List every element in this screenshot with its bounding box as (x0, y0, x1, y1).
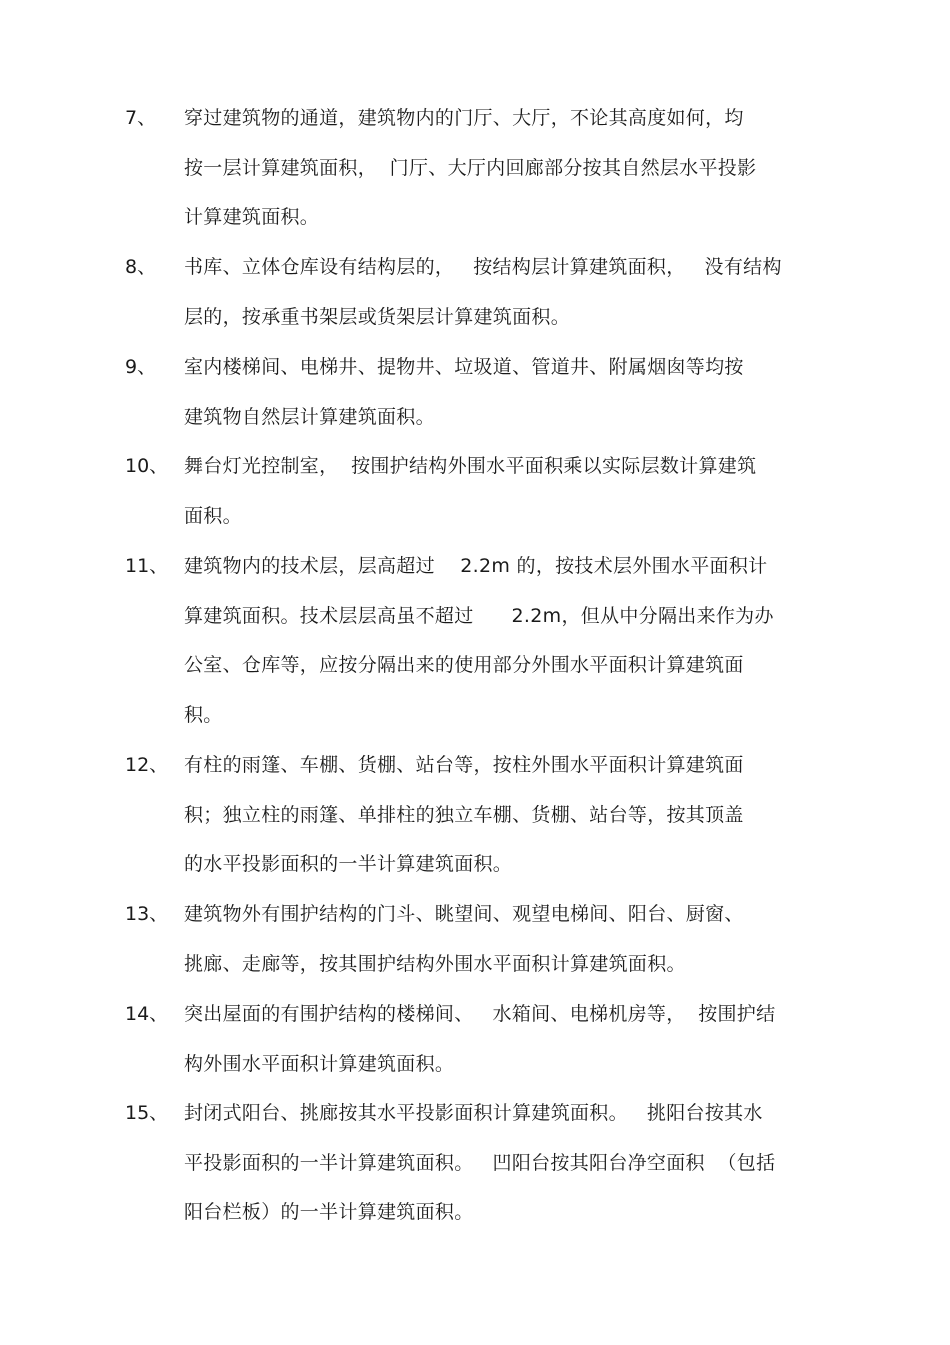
text-line: 穿过建筑物的通道，建筑物内的门厅、大厅，不论其高度如何，均 (184, 107, 744, 129)
text-line: 突出屋面的有围护结构的楼梯间、 水箱间、电梯机房等， 按围护结 (184, 1003, 776, 1025)
text-line: 面积。 (184, 504, 242, 527)
text-line: 按一层计算建筑面积， 门厅、大厅内回廊部分按其自然层水平投影 (184, 156, 757, 179)
item-text (184, 890, 824, 989)
text-line: 室内楼梯间、电梯井、提物井、垃圾道、管道井、附属烟囱等均按 (184, 356, 744, 378)
text-line: 书库、立体仓库设有结构层的， 按结构层计算建筑面积， 没有结构 (184, 256, 782, 278)
item-number: 9、 (125, 356, 157, 378)
item-number: 7、 (125, 107, 157, 129)
item-text (184, 542, 824, 740)
item-text (184, 990, 824, 1089)
text-line: 的水平投影面积的一半计算建筑面积。 (184, 853, 513, 875)
text-line: 挑廊、走廊等，按其围护结构外围水平面积计算建筑面积。 (184, 952, 686, 975)
text-line: 有柱的雨篷、车棚、货棚、站台等，按柱外围水平面积计算建筑面 (184, 754, 744, 776)
item-text (184, 94, 824, 243)
text-line: 舞台灯光控制室， 按围护结构外围水平面积乘以实际层数计算建筑 (184, 455, 757, 477)
item-number: 12、 (125, 754, 169, 776)
item-number: 15、 (125, 1102, 169, 1124)
text-line: 公室、仓库等，应按分隔出来的使用部分外围水平面积计算建筑面 (184, 654, 744, 676)
text-line: 算建筑面积。技术层层高虽不超过 2.2m，但从中分隔出来作为办 (184, 604, 774, 627)
text-line: 平投影面积的一半计算建筑面积。 凹阳台按其阳台净空面积 （包括 (184, 1151, 776, 1174)
item-text (184, 442, 824, 541)
item-number: 11、 (125, 555, 169, 577)
item-number: 10、 (125, 455, 169, 477)
text-line: 层的，按承重书架层或货架层计算建筑面积。 (184, 305, 571, 328)
text-line: 阳台栏板）的一半计算建筑面积。 (184, 1201, 474, 1223)
text-line: 计算建筑面积。 (184, 206, 320, 228)
text-line: 建筑物内的技术层，层高超过 2.2m 的，按技术层外围水平面积计 (184, 555, 768, 577)
text-line: 积。 (184, 703, 223, 726)
text-line: 封闭式阳台、挑廊按其水平投影面积计算建筑面积。 挑阳台按其水 (184, 1102, 763, 1124)
item-number: 14、 (125, 1003, 169, 1025)
item-text (184, 343, 824, 442)
text-line: 积；独立柱的雨篷、单排柱的独立车棚、货棚、站台等，按其顶盖 (184, 803, 744, 826)
item-text (184, 741, 824, 890)
item-text (184, 243, 824, 342)
text-line: 建筑物外有围护结构的门斗、眺望间、观望电梯间、阳台、厨窗、 (184, 903, 744, 925)
text-line: 构外围水平面积计算建筑面积。 (184, 1052, 455, 1075)
item-number: 8、 (125, 256, 157, 278)
item-number: 13、 (125, 903, 169, 925)
text-line: 建筑物自然层计算建筑面积。 (184, 405, 435, 428)
item-text (184, 1089, 824, 1238)
